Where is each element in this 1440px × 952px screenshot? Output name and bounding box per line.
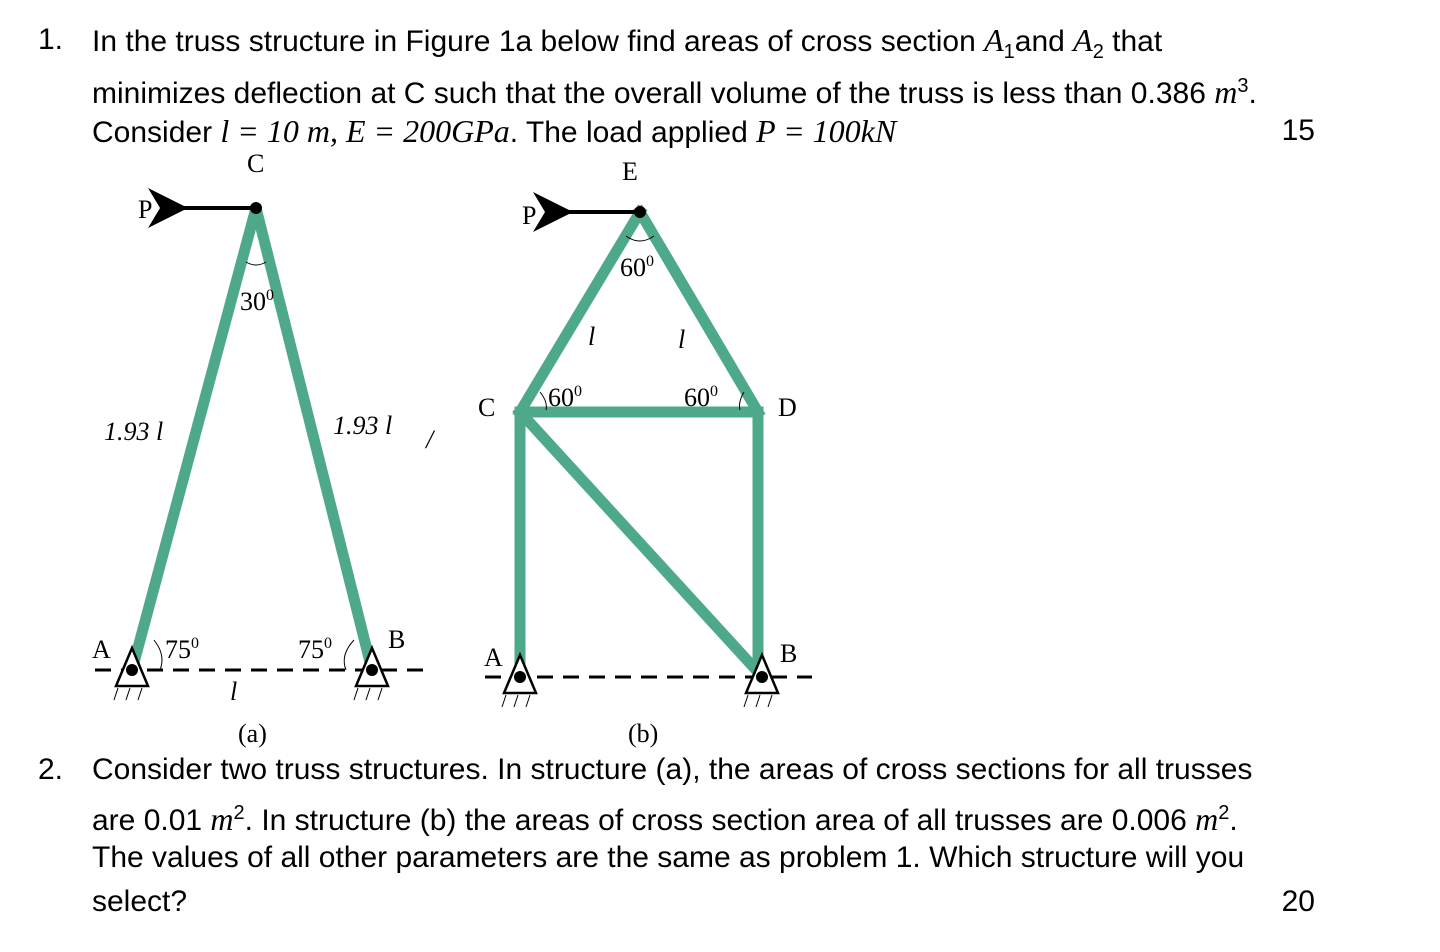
figure-b [478, 157, 812, 748]
member-de [640, 212, 758, 412]
angle-arc [154, 640, 162, 670]
label-c: C [478, 393, 496, 422]
problem-1-number: 1. [38, 23, 64, 56]
label-b: B [780, 639, 798, 668]
sup: 2 [233, 802, 245, 824]
angle-a: $75^0$ [165, 635, 199, 664]
length-ce: l [588, 322, 596, 351]
sup: 3 [1237, 75, 1249, 97]
math-load: P = 100kN [756, 113, 897, 149]
text: . [1229, 804, 1238, 837]
angle-c: $60^0$ [548, 383, 582, 412]
text: that [1103, 25, 1163, 58]
angle-arc [344, 640, 354, 670]
math-params: l = 10 m, E = 200GPa [220, 113, 510, 149]
caption-a: (a) [238, 719, 267, 748]
base-length: l [230, 677, 238, 706]
text: . In structure (b) the areas of cross section area of all trusses are 0.006 [244, 804, 1196, 837]
left-length: 1.93 l [104, 417, 164, 446]
math-unit: m [1214, 74, 1238, 110]
label-b: B [388, 625, 406, 654]
right-length: 1.93 l [333, 411, 393, 440]
math-A2: A [1073, 22, 1093, 58]
text: In the truss structure in Figure 1a below find areas of cross section [92, 25, 985, 58]
problem-2-line-3: The values of all other parameters are the same as problem 1. Which structure will you [92, 841, 1245, 874]
stray-mark: / [426, 425, 434, 454]
text: . The load applied [509, 116, 757, 149]
problem-2-line-4: select? [92, 885, 188, 918]
joint-c [250, 202, 262, 214]
label-e: E [622, 157, 638, 186]
caption-b: (b) [628, 719, 659, 748]
text: minimizes deflection at C such that the overall volume of the truss is less than 0.386 [92, 77, 1215, 110]
angle-arc [246, 262, 266, 265]
sub: 2 [1092, 41, 1104, 63]
text: are 0.01 [92, 804, 211, 837]
problem-2-number: 2. [38, 753, 64, 786]
problem-2-points: 20 [1281, 885, 1315, 918]
label-p: P [522, 201, 537, 230]
angle-b: $75^0$ [298, 635, 332, 664]
problem-1-points: 15 [1281, 114, 1315, 147]
figure-a [92, 149, 436, 748]
pin-support-a [502, 655, 536, 707]
sup: 2 [1218, 802, 1230, 824]
sub: 1 [1003, 41, 1015, 63]
text: Consider [92, 116, 221, 149]
label-a: A [92, 635, 111, 664]
label-p: P [138, 195, 153, 224]
text: and [1014, 25, 1074, 58]
member-ce [520, 212, 640, 412]
problem-2-line-2 [92, 795, 1238, 839]
math-unit: m [1195, 801, 1219, 837]
text: . [1248, 77, 1257, 110]
math-A1: A [984, 22, 1004, 58]
angle-top: $30^0$ [240, 287, 274, 316]
joint-e [634, 206, 646, 218]
length-de: l [678, 325, 686, 354]
math-unit: m [210, 801, 234, 837]
pin-support-b [354, 648, 388, 700]
label-c: C [247, 149, 265, 178]
label-d: D [778, 393, 797, 422]
pin-support-a [114, 648, 148, 700]
problem-2-line-1: Consider two truss structures. In structure (a), the areas of cross sections for all trusses [92, 753, 1253, 786]
angle-e: $60^0$ [620, 253, 654, 282]
member-bc [520, 412, 758, 672]
label-a: A [484, 643, 503, 672]
angle-d: $60^0$ [684, 383, 718, 412]
